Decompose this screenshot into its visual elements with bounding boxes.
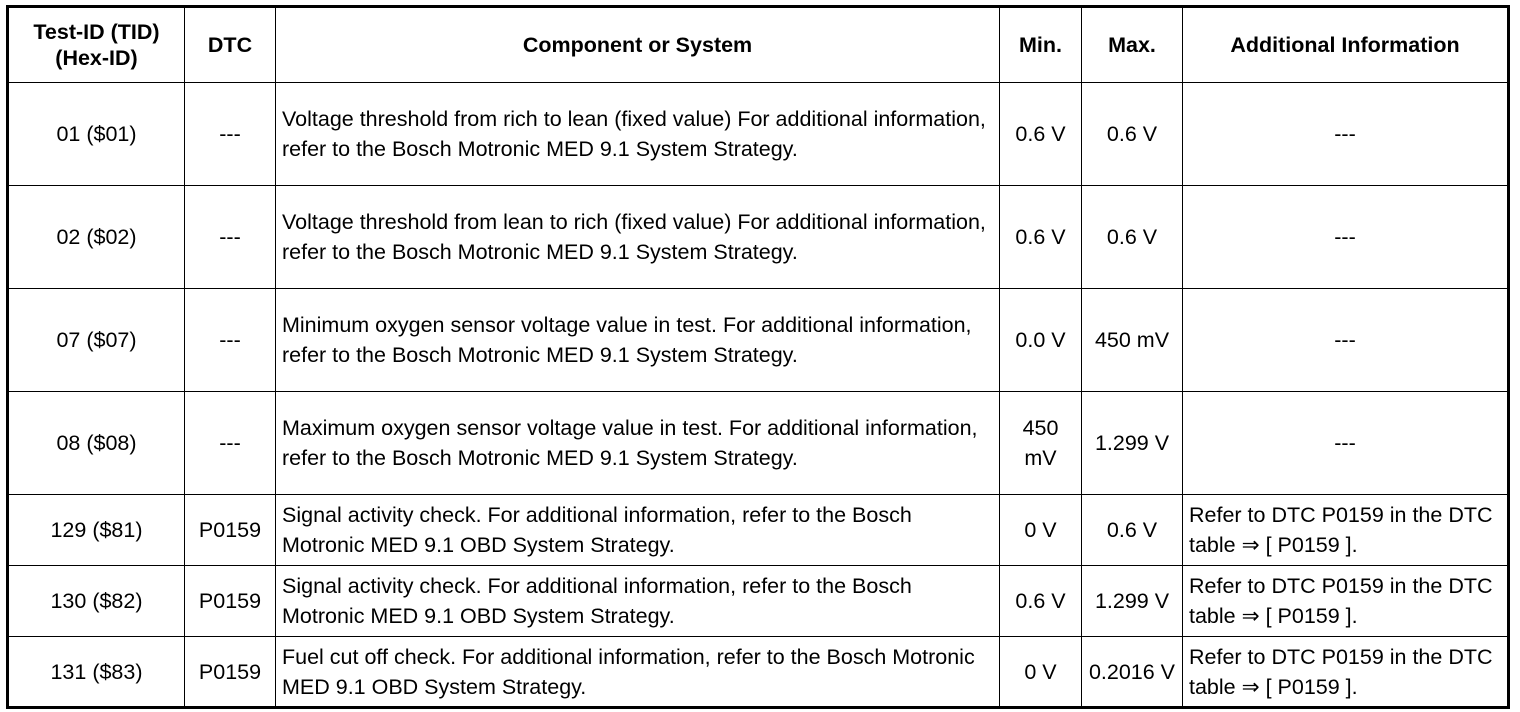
header-row	[8, 7, 1509, 83]
cell-component: Voltage threshold from rich to lean (fixed value) For additional information, refer to the Bosch Motronic MED 9.1 System Strategy.	[276, 83, 1000, 186]
cell-tid: 131 ($83)	[8, 637, 185, 708]
cell-min: 0 V	[1000, 495, 1082, 566]
cell-max: 1.299 V	[1082, 392, 1183, 495]
cell-tid: 02 ($02)	[8, 186, 185, 289]
table-row	[8, 186, 1509, 289]
cell-component: Signal activity check. For additional information, refer to the Bosch Motronic MED 9.1 OBD System Strategy.	[276, 566, 1000, 637]
cell-info: ---	[1183, 186, 1509, 289]
cell-info: ---	[1183, 83, 1509, 186]
cell-max: 0.6 V	[1082, 186, 1183, 289]
cell-info: ---	[1183, 289, 1509, 392]
cell-component: Signal activity check. For additional information, refer to the Bosch Motronic MED 9.1 OBD System Strategy.	[276, 495, 1000, 566]
cell-dtc: ---	[185, 83, 276, 186]
table-row	[8, 495, 1509, 566]
cell-max: 450 mV	[1082, 289, 1183, 392]
cell-info: Refer to DTC P0159 in the DTC table ⇒ [ P0159 ].	[1183, 637, 1509, 708]
cell-min: 0.6 V	[1000, 186, 1082, 289]
cell-component: Minimum oxygen sensor voltage value in test. For additional information, refer to the Bosch Motronic MED 9.1 System Strategy.	[276, 289, 1000, 392]
cell-dtc: ---	[185, 392, 276, 495]
table-row	[8, 637, 1509, 708]
header-min: Min.	[1000, 7, 1082, 83]
cell-min: 450 mV	[1000, 392, 1082, 495]
test-id-table	[6, 5, 1510, 709]
cell-component: Fuel cut off check. For additional information, refer to the Bosch Motronic MED 9.1 OBD System Strategy.	[276, 637, 1000, 708]
cell-component: Maximum oxygen sensor voltage value in test. For additional information, refer to the Bosch Motronic MED 9.1 System Strategy.	[276, 392, 1000, 495]
cell-info: Refer to DTC P0159 in the DTC table ⇒ [ P0159 ].	[1183, 566, 1509, 637]
cell-dtc: ---	[185, 289, 276, 392]
cell-info: ---	[1183, 392, 1509, 495]
cell-tid: 08 ($08)	[8, 392, 185, 495]
header-max: Max.	[1082, 7, 1183, 83]
header-tid: Test-ID (TID) (Hex-ID)	[8, 7, 185, 83]
table-row	[8, 289, 1509, 392]
cell-max: 0.2016 V	[1082, 637, 1183, 708]
cell-tid: 01 ($01)	[8, 83, 185, 186]
cell-min: 0.0 V	[1000, 289, 1082, 392]
cell-min: 0.6 V	[1000, 83, 1082, 186]
table-row	[8, 566, 1509, 637]
cell-dtc: P0159	[185, 637, 276, 708]
cell-info: Refer to DTC P0159 in the DTC table ⇒ [ P0159 ].	[1183, 495, 1509, 566]
cell-max: 1.299 V	[1082, 566, 1183, 637]
cell-max: 0.6 V	[1082, 83, 1183, 186]
cell-min: 0 V	[1000, 637, 1082, 708]
table-row	[8, 392, 1509, 495]
cell-max: 0.6 V	[1082, 495, 1183, 566]
cell-tid: 129 ($81)	[8, 495, 185, 566]
cell-min: 0.6 V	[1000, 566, 1082, 637]
header-info: Additional Information	[1183, 7, 1509, 83]
table-row	[8, 83, 1509, 186]
cell-dtc: ---	[185, 186, 276, 289]
cell-component: Voltage threshold from lean to rich (fixed value) For additional information, refer to the Bosch Motronic MED 9.1 System Strategy.	[276, 186, 1000, 289]
cell-tid: 07 ($07)	[8, 289, 185, 392]
header-component: Component or System	[276, 7, 1000, 83]
cell-tid: 130 ($82)	[8, 566, 185, 637]
header-dtc: DTC	[185, 7, 276, 83]
cell-dtc: P0159	[185, 495, 276, 566]
cell-dtc: P0159	[185, 566, 276, 637]
